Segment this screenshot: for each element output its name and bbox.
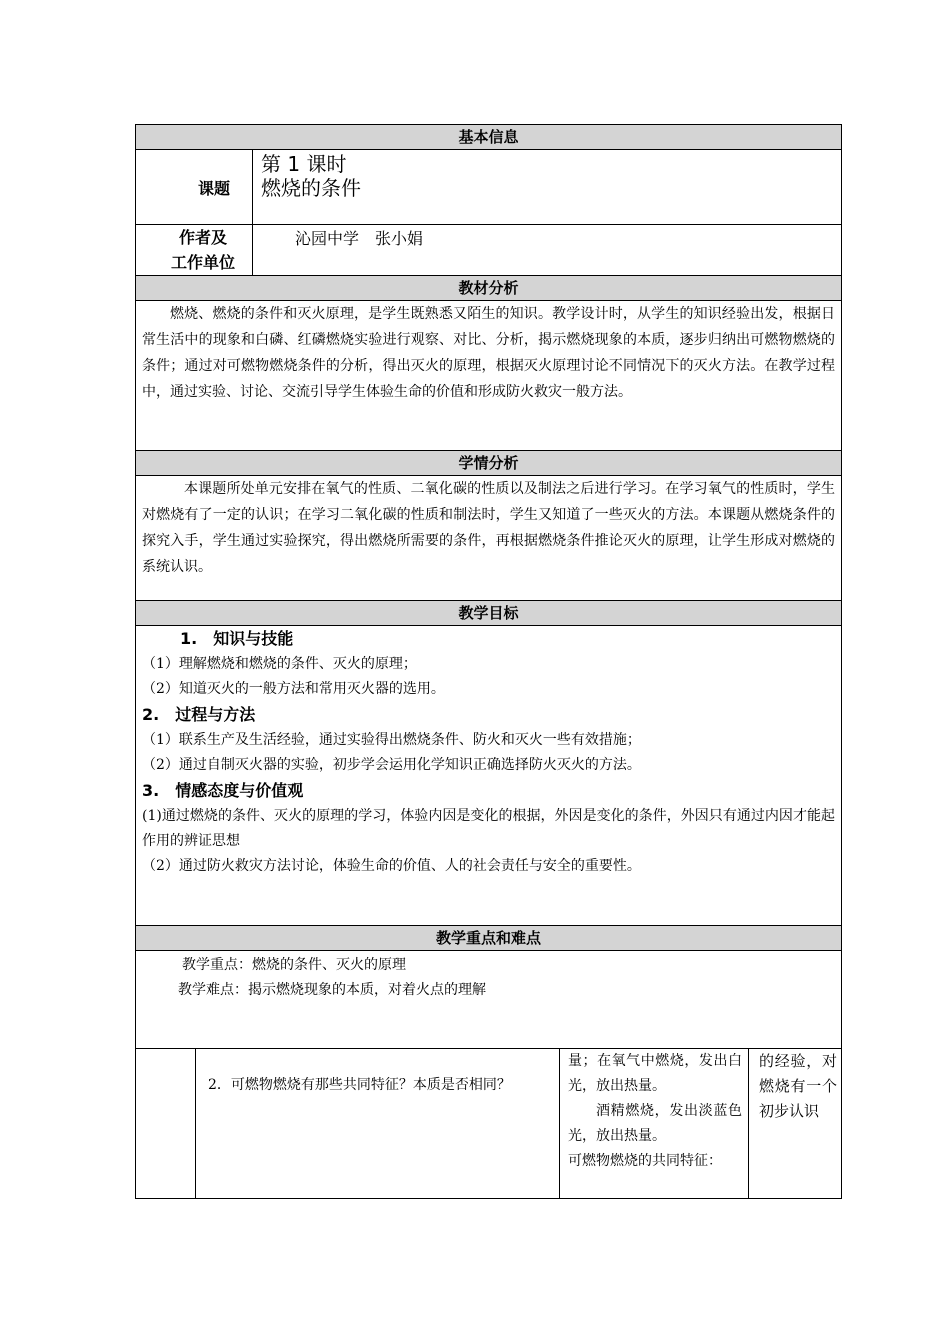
observation-text-1: 量；在氧气中燃烧，发出白光，放出热量。 (568, 1053, 742, 1094)
goal-3-item-1: (1)通过燃烧的条件、灭火的原理的学习，体验内因是变化的根据，外因是变化的条件，外因只有通过内因才能起作用的辨证思想 (142, 808, 835, 849)
author-label-line-1: 作者及 (178, 228, 227, 247)
lesson-plan-sheet (135, 124, 841, 1199)
process-question-cell (196, 1049, 560, 1199)
goal-3-item-2: （2）通过防火救灾方法讨论，体验生命的价值、人的社会责任与安全的重要性。 (142, 858, 641, 874)
process-observation-cell (560, 1049, 749, 1199)
author-label-line-2: 工作单位 (170, 253, 235, 272)
basic-info-header: 基本信息 (136, 125, 842, 150)
process-note: 的经验，对燃烧有一个初步认识 (759, 1052, 837, 1120)
lesson-plan-table (135, 124, 842, 1199)
teaching-goals-header: 教学目标 (136, 601, 842, 626)
key-points-header: 教学重点和难点 (136, 926, 842, 951)
topic-label: 课题 (136, 150, 253, 225)
student-paragraph: 本课题所处单元安排在氧气的性质、二氧化碳的性质以及制法之后进行学习。在学习氧气的性质时，学生对燃烧有了一定的认识；在学习二氧化碳的性质和制法时，学生又知道了一些灭火的方法。本课题从燃烧条件的探究入手，学生通过实验探究，得出燃烧所需要的条件，再根据燃烧条件推论灭火的原理，让学生形成对燃烧的系统认识。 (142, 481, 835, 575)
student-analysis-header: 学情分析 (136, 451, 842, 476)
key-points-body (136, 951, 842, 1049)
student-analysis-text (136, 476, 842, 601)
material-analysis-text (136, 301, 842, 451)
goal-section-3-title: 3. 情感态度与价值观 (142, 781, 304, 800)
observation-text-2: 酒精燃烧，发出淡蓝色光，放出热量。 (568, 1103, 742, 1144)
goal-2-item-1: （1）联系生产及生活经验，通过实验得出燃烧条件、防火和灭火一些有效措施； (142, 732, 641, 748)
process-note-cell (749, 1049, 842, 1199)
process-col-empty (136, 1049, 196, 1199)
goal-1-item-1: （1）理解燃烧和燃烧的条件、灭火的原理； (142, 656, 417, 672)
observation-text-3: 可燃物燃烧的共同特征： (568, 1153, 722, 1169)
topic-value (253, 150, 842, 225)
material-paragraph: 燃烧、燃烧的条件和灭火原理，是学生既熟悉又陌生的知识。教学设计时，从学生的知识经验出发，根据日常生活中的现象和白磷、红磷燃烧实验进行观察、对比、分析，揭示燃烧现象的本质，逐步归纳出可燃物燃烧的条件；通过对可燃物燃烧条件的分析，得出灭火的原理，根据灭火原理讨论不同情况下的灭火方法。在教学过程中，通过实验、讨论、交流引导学生体验生命的价值和形成防火救灾一般方法。 (142, 306, 835, 400)
teaching-focus: 教学重点：燃烧的条件、灭火的原理 (182, 957, 406, 973)
teaching-difficulty: 教学难点：揭示燃烧现象的本质，对着火点的理解 (178, 982, 486, 998)
goal-2-item-2: （2）通过自制灭火器的实验，初步学会运用化学知识正确选择防火灭火的方法。 (142, 757, 641, 773)
author-label (136, 225, 253, 276)
teaching-goals-body (136, 626, 842, 926)
goal-section-2-title: 2. 过程与方法 (142, 705, 256, 724)
material-analysis-header: 教材分析 (136, 276, 842, 301)
topic-line-2: 燃烧的条件 (261, 176, 361, 200)
goal-section-1-title: 1. 知识与技能 (180, 629, 294, 648)
process-question: 2．可燃物燃烧有那些共同特征？本质是否相同？ (208, 1077, 511, 1093)
topic-line-1: 第 1 课时 (261, 152, 347, 176)
goal-1-item-2: （2）知道灭火的一般方法和常用灭火器的选用。 (142, 681, 445, 697)
author-value: 沁园中学 张小娟 (253, 225, 842, 276)
